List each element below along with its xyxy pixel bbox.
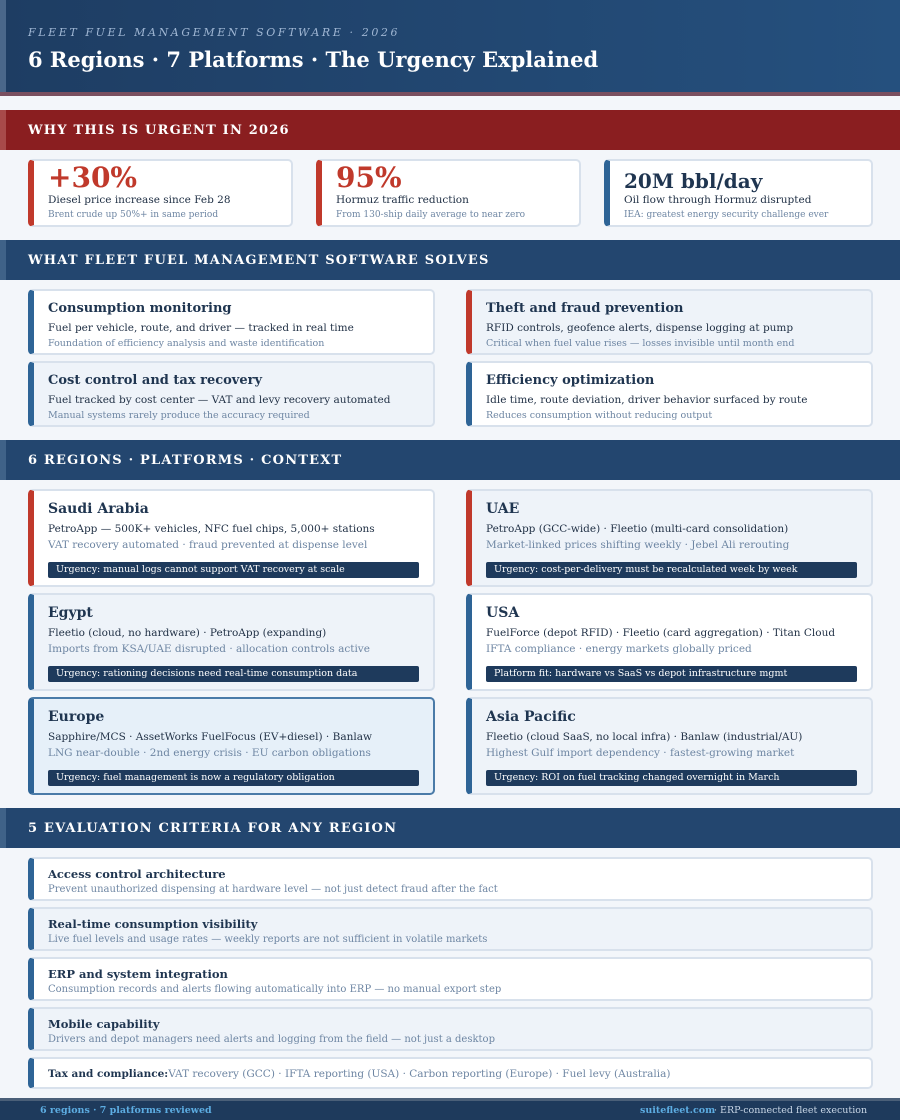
region-context: Highest Gulf import dependency · fastest-growing market [486, 747, 795, 759]
region-card-europe [28, 697, 435, 795]
solution-desc: Fuel per vehicle, route, and driver — tracked in real time [48, 322, 354, 334]
stat-card [604, 159, 873, 227]
region-name: Egypt [48, 605, 93, 621]
criteria-desc: VAT recovery (GCC) · IFTA reporting (USA) · Carbon reporting (Europe) · Fuel levy (Australia) [168, 1068, 671, 1080]
stat-card [28, 159, 293, 227]
solution-note: Reduces consumption without reducing output [486, 410, 713, 421]
region-platforms: PetroApp (GCC-wide) · Fleetio (multi-card consolidation) [486, 523, 789, 535]
criteria-title: Access control architecture [48, 867, 226, 881]
stat-note: Brent crude up 50%+ in same period [48, 210, 219, 220]
solution-card [466, 361, 873, 427]
criteria-desc: Drivers and depot managers need alerts and logging from the field — not just a desktop [48, 1034, 495, 1045]
urgency-badge: Urgency: ROI on fuel tracking changed overnight in March [486, 770, 857, 786]
region-platforms: FuelForce (depot RFID) · Fleetio (card aggregation) · Titan Cloud [486, 627, 836, 639]
solution-card [466, 289, 873, 355]
solution-title: Cost control and tax recovery [48, 373, 263, 388]
header-kicker: FLEET FUEL MANAGEMENT SOFTWARE · 2026 [28, 26, 401, 39]
region-card-asia-pacific [466, 697, 873, 795]
stat-label: Oil flow through Hormuz disrupted [624, 194, 812, 206]
stat-value: 95% [336, 161, 402, 194]
page-footer [0, 1098, 900, 1120]
criteria-item [28, 957, 873, 1001]
urgency-badge: Platform fit: hardware vs SaaS vs depot infrastructure mgmt [486, 666, 857, 682]
section-title: WHAT FLEET FUEL MANAGEMENT SOFTWARE SOLVES [28, 253, 490, 268]
region-platforms: Sapphire/MCS · AssetWorks FuelFocus (EV+diesel) · Banlaw [48, 731, 372, 743]
solution-title: Efficiency optimization [486, 373, 655, 388]
region-name: Europe [48, 709, 105, 725]
urgency-badge: Urgency: cost-per-delivery must be recalculated week by week [486, 562, 857, 578]
section-title: 6 REGIONS · PLATFORMS · CONTEXT [28, 453, 343, 468]
stat-label: Diesel price increase since Feb 28 [48, 194, 231, 206]
solution-note: Critical when fuel value rises — losses invisible until month end [486, 338, 795, 349]
region-platforms: PetroApp — 500K+ vehicles, NFC fuel chips, 5,000+ stations [48, 523, 375, 535]
region-context: VAT recovery automated · fraud prevented at dispense level [48, 539, 368, 551]
region-name: USA [486, 605, 520, 621]
region-card-saudi-arabia [28, 489, 435, 587]
criteria-title: Real-time consumption visibility [48, 917, 258, 931]
region-card-usa [466, 593, 873, 691]
stat-label: Hormuz traffic reduction [336, 194, 469, 206]
criteria-title: ERP and system integration [48, 967, 228, 981]
region-card-uae [466, 489, 873, 587]
section-regions [0, 440, 900, 480]
region-platforms: Fleetio (cloud SaaS, no local infra) · Banlaw (industrial/AU) [486, 731, 803, 743]
footer-site-link[interactable]: suitefleet.com [640, 1105, 716, 1116]
solution-desc: RFID controls, geofence alerts, dispense logging at pump [486, 322, 794, 334]
section-urgent [0, 110, 900, 150]
solution-title: Theft and fraud prevention [486, 301, 684, 316]
region-card-egypt [28, 593, 435, 691]
criteria-item [28, 1057, 873, 1089]
region-context: Market-linked prices shifting weekly · Jebel Ali rerouting [486, 539, 790, 551]
page-title: 6 Regions · 7 Platforms · The Urgency Explained [28, 47, 599, 72]
region-context: LNG near-double · 2nd energy crisis · EU carbon obligations [48, 747, 371, 759]
urgency-badge: Urgency: manual logs cannot support VAT recovery at scale [48, 562, 419, 578]
stat-value: 20M bbl/day [624, 169, 763, 193]
section-solves [0, 240, 900, 280]
region-name: UAE [486, 501, 520, 517]
section-title: 5 EVALUATION CRITERIA FOR ANY REGION [28, 821, 398, 836]
section-title: WHY THIS IS URGENT IN 2026 [28, 123, 290, 138]
region-context: IFTA compliance · energy markets globally priced [486, 643, 752, 655]
criteria-item [28, 857, 873, 901]
solution-note: Foundation of efficiency analysis and waste identification [48, 338, 325, 349]
criteria-desc: Live fuel levels and usage rates — weekly reports are not sufficient in volatile markets [48, 934, 488, 945]
region-name: Asia Pacific [486, 709, 576, 725]
region-name: Saudi Arabia [48, 501, 149, 517]
solution-note: Manual systems rarely produce the accuracy required [48, 410, 310, 421]
criteria-inline [48, 1068, 670, 1080]
stat-card [316, 159, 581, 227]
solution-desc: Idle time, route deviation, driver behavior surfaced by route [486, 394, 808, 406]
solution-card [28, 289, 435, 355]
region-platforms: Fleetio (cloud, no hardware) · PetroApp (expanding) [48, 627, 327, 639]
stat-note: IEA: greatest energy security challenge ever [624, 210, 829, 220]
region-context: Imports from KSA/UAE disrupted · allocation controls active [48, 643, 370, 655]
solution-title: Consumption monitoring [48, 301, 232, 316]
page-header [0, 0, 900, 96]
section-criteria [0, 808, 900, 848]
criteria-item [28, 1007, 873, 1051]
solution-card [28, 361, 435, 427]
urgency-badge: Urgency: fuel management is now a regulatory obligation [48, 770, 419, 786]
footer-tagline: · ERP-connected fleet execution [714, 1105, 868, 1116]
stat-note: From 130-ship daily average to near zero [336, 210, 526, 220]
criteria-desc: Prevent unauthorized dispensing at hardware level — not just detect fraud after the fact [48, 884, 498, 895]
solution-desc: Fuel tracked by cost center — VAT and levy recovery automated [48, 394, 391, 406]
stat-value: +30% [48, 161, 138, 194]
criteria-title: Tax and compliance: [48, 1068, 169, 1080]
criteria-item [28, 907, 873, 951]
criteria-title: Mobile capability [48, 1017, 160, 1031]
footer-summary: 6 regions · 7 platforms reviewed [40, 1105, 212, 1116]
criteria-desc: Consumption records and alerts flowing automatically into ERP — no manual export step [48, 984, 502, 995]
urgency-badge: Urgency: rationing decisions need real-time consumption data [48, 666, 419, 682]
